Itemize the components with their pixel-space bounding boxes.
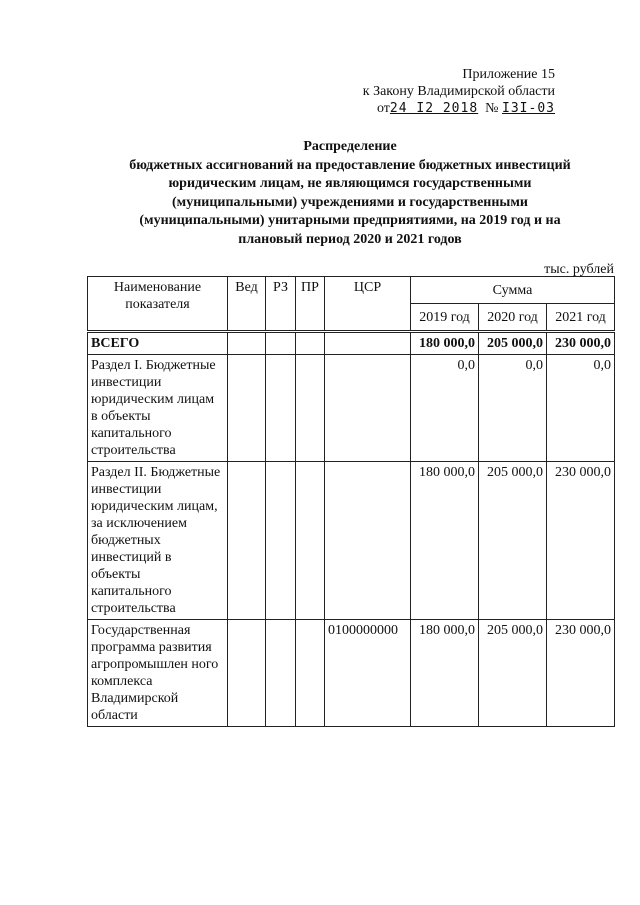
cell-pr — [296, 462, 325, 620]
cell-ved — [228, 462, 266, 620]
cell-name: Государственная программа развития агропромышлен ного комплекса Владимирской области — [88, 620, 228, 727]
cell-rz — [266, 620, 296, 727]
cell-rz — [266, 355, 296, 462]
cell-2019: 180 000,0 — [411, 620, 479, 727]
header-name: Наименование показателя — [88, 277, 228, 332]
appendix-law-number: I3I-03 — [502, 101, 555, 116]
cell-pr — [296, 620, 325, 727]
cell-name: Раздел I. Бюджетные инвестиции юридическим лицам в объекты капитального строительства — [88, 355, 228, 462]
cell-2021: 230 000,0 — [547, 462, 615, 620]
header-rz: РЗ — [266, 277, 296, 332]
cell-pr — [296, 355, 325, 462]
appendix-law-reference: к Закону Владимирской области — [362, 84, 555, 99]
header-csr: ЦСР — [325, 277, 411, 332]
cell-csr: 0100000000 — [325, 620, 411, 727]
table-row — [88, 462, 615, 620]
cell-rz — [266, 332, 296, 355]
document-title — [90, 138, 610, 249]
appendix-number-label: № — [485, 101, 499, 116]
cell-2020: 205 000,0 — [479, 332, 547, 355]
header-ved: Вед — [228, 277, 266, 332]
cell-pr — [296, 332, 325, 355]
header-sum: Сумма — [411, 277, 615, 304]
title-line-5: (муниципальными) унитарными предприятиями, на 2019 год и на — [139, 213, 561, 228]
budget-table — [87, 276, 615, 727]
cell-name: Раздел II. Бюджетные инвестиции юридическим лицам, за исключением бюджетных инвестиций в объекты капитального строительства — [88, 462, 228, 620]
units-label: тыс. рублей — [544, 262, 614, 277]
cell-csr — [325, 355, 411, 462]
cell-ved — [228, 355, 266, 462]
cell-2021: 230 000,0 — [547, 332, 615, 355]
cell-csr — [325, 332, 411, 355]
cell-2020: 205 000,0 — [479, 462, 547, 620]
table-row-total — [88, 332, 615, 355]
title-line-3: юридическим лицам, не являющимся государственными — [168, 176, 532, 191]
table-row — [88, 355, 615, 462]
cell-2019: 0,0 — [411, 355, 479, 462]
cell-2020: 0,0 — [479, 355, 547, 462]
header-2019: 2019 год — [411, 304, 479, 332]
cell-ved — [228, 620, 266, 727]
header-pr: ПР — [296, 277, 325, 332]
header-2021: 2021 год — [547, 304, 615, 332]
cell-2019: 180 000,0 — [411, 462, 479, 620]
cell-name: ВСЕГО — [88, 332, 228, 355]
appendix-header — [363, 66, 555, 117]
title-line-4: (муниципальными) учреждениями и государственными — [172, 194, 528, 210]
cell-2019: 180 000,0 — [411, 332, 479, 355]
appendix-date-line — [363, 100, 555, 117]
cell-2020: 205 000,0 — [479, 620, 547, 727]
cell-2021: 0,0 — [547, 355, 615, 462]
cell-2021: 230 000,0 — [547, 620, 615, 727]
appendix-date: 24 I2 2018 — [389, 101, 479, 116]
title-line-6: плановый период 2020 и 2021 годов — [238, 231, 462, 247]
cell-ved — [228, 332, 266, 355]
appendix-number: Приложение 15 — [462, 67, 555, 82]
table-header-row — [88, 277, 615, 304]
title-line-1: Распределение — [303, 139, 397, 154]
cell-rz — [266, 462, 296, 620]
table-row — [88, 620, 615, 727]
cell-csr — [325, 462, 411, 620]
appendix-from-label: от — [376, 101, 390, 116]
header-2020: 2020 год — [479, 304, 547, 332]
title-line-2: бюджетных ассигнований на предоставление бюджетных инвестиций — [129, 157, 571, 173]
